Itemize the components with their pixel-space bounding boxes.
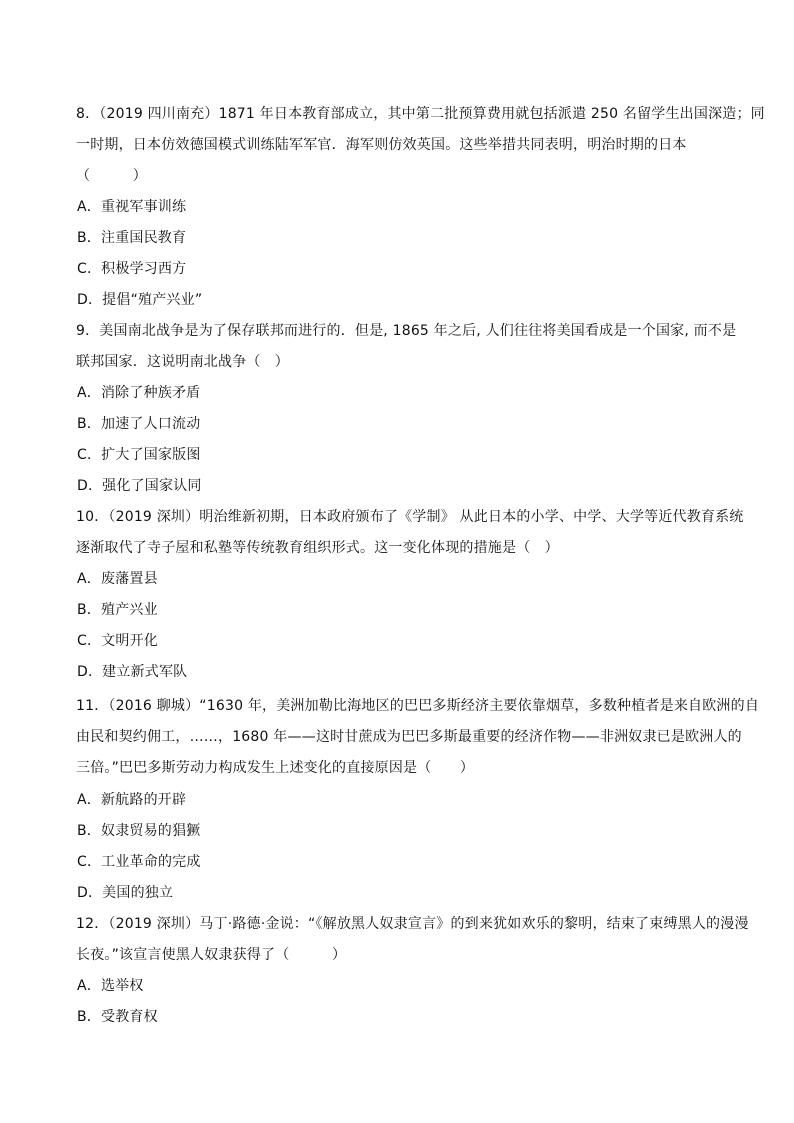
question-9-option-a: A．消除了种族矛盾 bbox=[77, 385, 201, 401]
question-8-option-c: C．积极学习西方 bbox=[77, 261, 187, 277]
question-11-option-a: A．新航路的开辟 bbox=[77, 792, 187, 808]
question-11-option-b: B．奴隶贸易的猖獗 bbox=[77, 823, 201, 839]
question-12-option-b: B．受教育权 bbox=[77, 1009, 158, 1025]
question-9-option-b: B．加速了人口流动 bbox=[77, 416, 201, 432]
question-9-text-line-1: 9．美国南北战争是为了保存联邦而进行的．但是, 1865 年之后, 人们往往将美国看成是一个国家, 而不是 bbox=[76, 323, 737, 339]
question-11-text-line-1: 11．（2016 聊城）“1630 年，美洲加勒比海地区的巴巴多斯经济主要依靠烟草，多数种植者是来自欧洲的自 bbox=[76, 698, 760, 714]
question-8-option-a: A．重视军事训练 bbox=[77, 199, 187, 215]
question-12-text-line-1: 12．（2019 深圳）马丁·路德·金说：“《解放黑人奴隶宣言》的到来犹如欢乐的黎明，结束了束缚黑人的漫漫 bbox=[76, 916, 749, 932]
question-8-option-d: D．提倡“殖产兴业” bbox=[77, 292, 203, 308]
question-8-text-line-1: 8．（2019 四川南充）1871 年日本教育部成立，其中第二批预算费用就包括派遣 250 名留学生出国深造；同 bbox=[76, 106, 765, 122]
question-10-option-c: C．文明开化 bbox=[77, 633, 158, 649]
question-8-text-line-2: 一时期，日本仿效德国模式训练陆军军官．海军则仿效英国。这些举措共同表明，明治时期的日本 bbox=[76, 137, 687, 153]
question-10-text-line-2: 逐渐取代了寺子屋和私塾等传统教育组织形式。这一变化体现的措施是（ ） bbox=[76, 540, 559, 556]
question-12-option-a: A．选举权 bbox=[77, 978, 144, 994]
question-9-text-line-2: 联邦国家．这说明南北战争（ ） bbox=[76, 354, 289, 370]
question-9-option-c: C．扩大了国家版图 bbox=[77, 447, 201, 463]
question-10-text-line-1: 10．（2019 深圳）明治维新初期，日本政府颁布了《学制》 从此日本的小学、中学、大学等近代教育系统 bbox=[76, 509, 744, 525]
question-11-option-c: C．工业革命的完成 bbox=[77, 854, 201, 870]
question-12-text-line-2: 长夜。”该宣言使黑人奴隶获得了（ ） bbox=[76, 947, 347, 963]
question-10-option-b: B．殖产兴业 bbox=[77, 602, 158, 618]
question-11-text-line-2: 由民和契约佣工，……，1680 年——这时甘蔗成为巴巴多斯最重要的经济作物——非洲奴隶已是欧洲人的 bbox=[76, 729, 742, 745]
question-8-answer-blank: （ ） bbox=[76, 168, 147, 184]
question-8-option-b: B．注重国民教育 bbox=[77, 230, 187, 246]
question-11-text-line-3: 三倍。”巴巴多斯劳动力构成发生上述变化的直接原因是（ ） bbox=[76, 760, 475, 776]
question-10-option-d: D．建立新式军队 bbox=[77, 664, 188, 680]
question-11-option-d: D．美国的独立 bbox=[77, 885, 174, 901]
question-9-option-d: D．强化了国家认同 bbox=[77, 478, 202, 494]
question-10-option-a: A．废藩置县 bbox=[77, 571, 158, 587]
